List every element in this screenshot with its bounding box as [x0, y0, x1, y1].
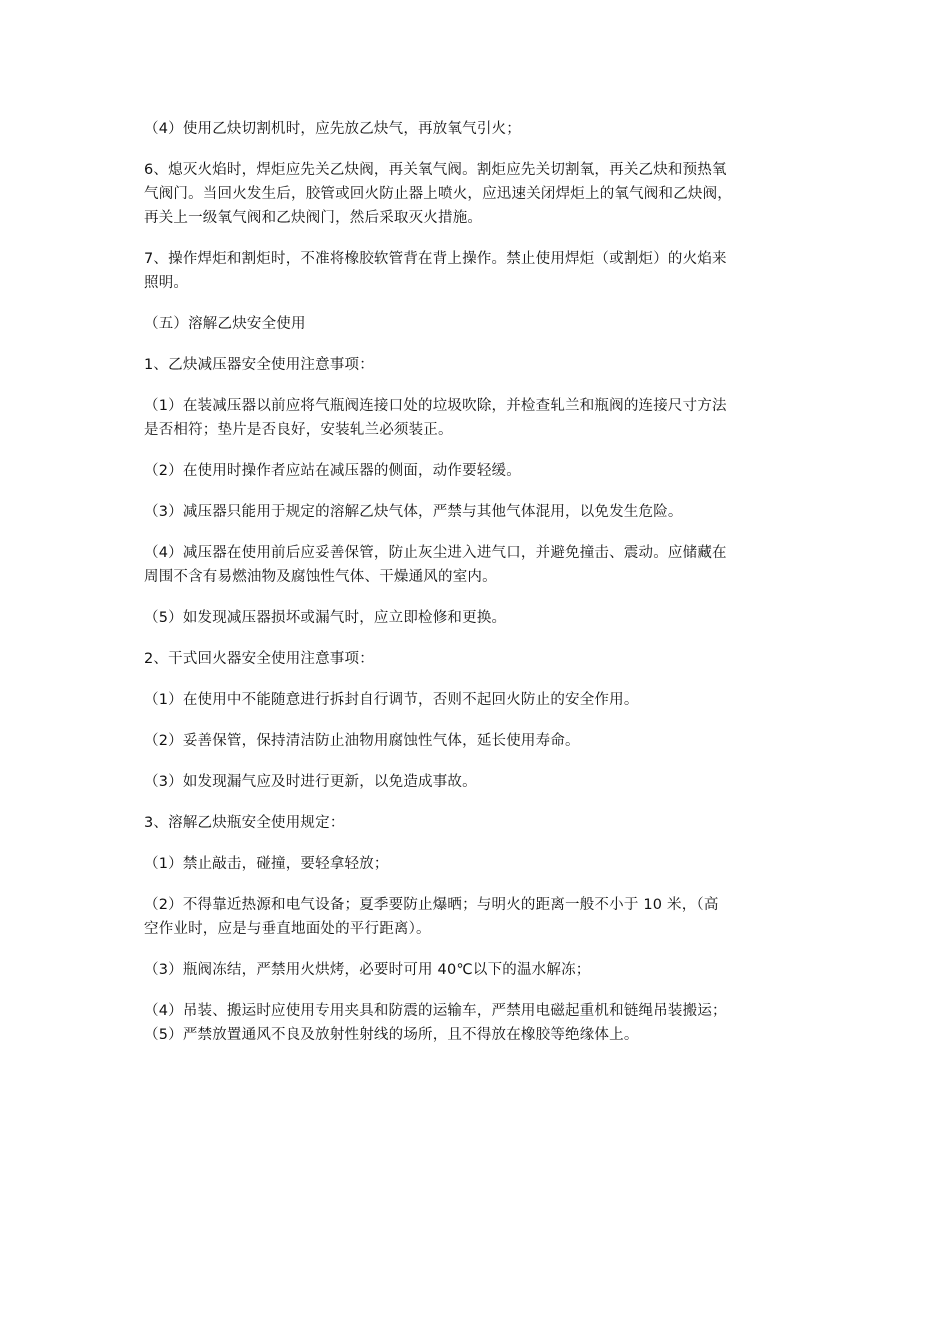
paragraph — [144, 999, 810, 1023]
paragraph — [144, 1023, 810, 1047]
paragraph-line: 照明。 — [144, 275, 189, 291]
paragraph-line: （5）如发现减压器损坏或漏气时，应立即检修和更换。 — [144, 610, 507, 626]
paragraph-line: 1、乙炔减压器安全使用注意事项： — [144, 357, 374, 373]
paragraph — [144, 117, 810, 141]
paragraph-line: 气阀门。当回火发生后，胶管或回火防止器上喷火，应迅速关闭焊炬上的氧气阀和乙炔阀， — [144, 186, 732, 202]
paragraph — [144, 729, 810, 753]
paragraph-line: 再关上一级氧气阀和乙炔阀门，然后采取灭火措施。 — [144, 210, 483, 226]
paragraph-line: （1）禁止敲击，碰撞，要轻拿轻放； — [144, 856, 389, 872]
paragraph-line: （2）不得靠近热源和电气设备；夏季要防止爆晒；与明火的距离一般不小于 10 米，（高 — [144, 897, 719, 913]
paragraph — [144, 500, 810, 524]
paragraph-line: 空作业时，应是与垂直地面处的平行距离）。 — [144, 921, 431, 937]
paragraph-line: （1）在使用中不能随意进行拆封自行调节，否则不起回火防止的安全作用。 — [144, 692, 639, 708]
paragraph-line: （4）使用乙炔切割机时，应先放乙炔气，再放氧气引火； — [144, 121, 521, 137]
paragraph — [144, 606, 810, 630]
subsection-heading — [144, 353, 810, 377]
paragraph-line: （2）妥善保管，保持清洁防止油物用腐蚀性气体，延长使用寿命。 — [144, 733, 580, 749]
paragraph-line: （5）严禁放置通风不良及放射性射线的场所，且不得放在橡胶等绝缘体上。 — [144, 1027, 639, 1043]
paragraph-line: （3）如发现漏气应及时进行更新，以免造成事故。 — [144, 774, 477, 790]
paragraph — [144, 158, 810, 230]
section-heading — [144, 312, 810, 336]
paragraph — [144, 394, 810, 442]
paragraph-line: （3）减压器只能用于规定的溶解乙炔气体，严禁与其他气体混用，以免发生危险。 — [144, 504, 683, 520]
paragraph-line: 是否相符；垫片是否良好，安装轧兰必须装正。 — [144, 422, 453, 438]
paragraph — [144, 893, 810, 941]
paragraph — [144, 688, 810, 712]
paragraph-line: （4）减压器在使用前后应妥善保管，防止灰尘进入进气口，并避免撞击、震动。应储藏在 — [144, 545, 727, 561]
paragraph — [144, 459, 810, 483]
paragraph-line: （3）瓶阀冻结，严禁用火烘烤，必要时可用 40℃以下的温水解冻； — [144, 962, 591, 978]
paragraph-line: （1）在装减压器以前应将气瓶阀连接口处的垃圾吹除，并检查轧兰和瓶阀的连接尺寸方法 — [144, 398, 727, 414]
paragraph — [144, 770, 810, 794]
paragraph-line: 3、溶解乙炔瓶安全使用规定： — [144, 815, 345, 831]
paragraph-line: 2、干式回火器安全使用注意事项： — [144, 651, 374, 667]
paragraph-line: （4）吊装、搬运时应使用专用夹具和防震的运输车，严禁用电磁起重机和链绳吊装搬运； — [144, 1003, 727, 1019]
paragraph — [144, 541, 810, 589]
paragraph-line: 周围不含有易燃油物及腐蚀性气体、干燥通风的室内。 — [144, 569, 497, 585]
paragraph-line: 6、熄灭火焰时，焊炬应先关乙炔阀，再关氧气阀。割炬应先关切割氧，再关乙炔和预热氧 — [144, 162, 727, 178]
paragraph-line: 7、操作焊炬和割炬时，不准将橡胶软管背在背上操作。禁止使用焊炬（或割炬）的火焰来 — [144, 251, 727, 267]
subsection-heading — [144, 811, 810, 835]
paragraph-line: （2）在使用时操作者应站在减压器的侧面，动作要轻缓。 — [144, 463, 521, 479]
paragraph — [144, 852, 810, 876]
paragraph-line: （五）溶解乙炔安全使用 — [144, 316, 306, 332]
document-body — [144, 117, 810, 1064]
paragraph — [144, 247, 810, 295]
paragraph — [144, 958, 810, 982]
subsection-heading — [144, 647, 810, 671]
